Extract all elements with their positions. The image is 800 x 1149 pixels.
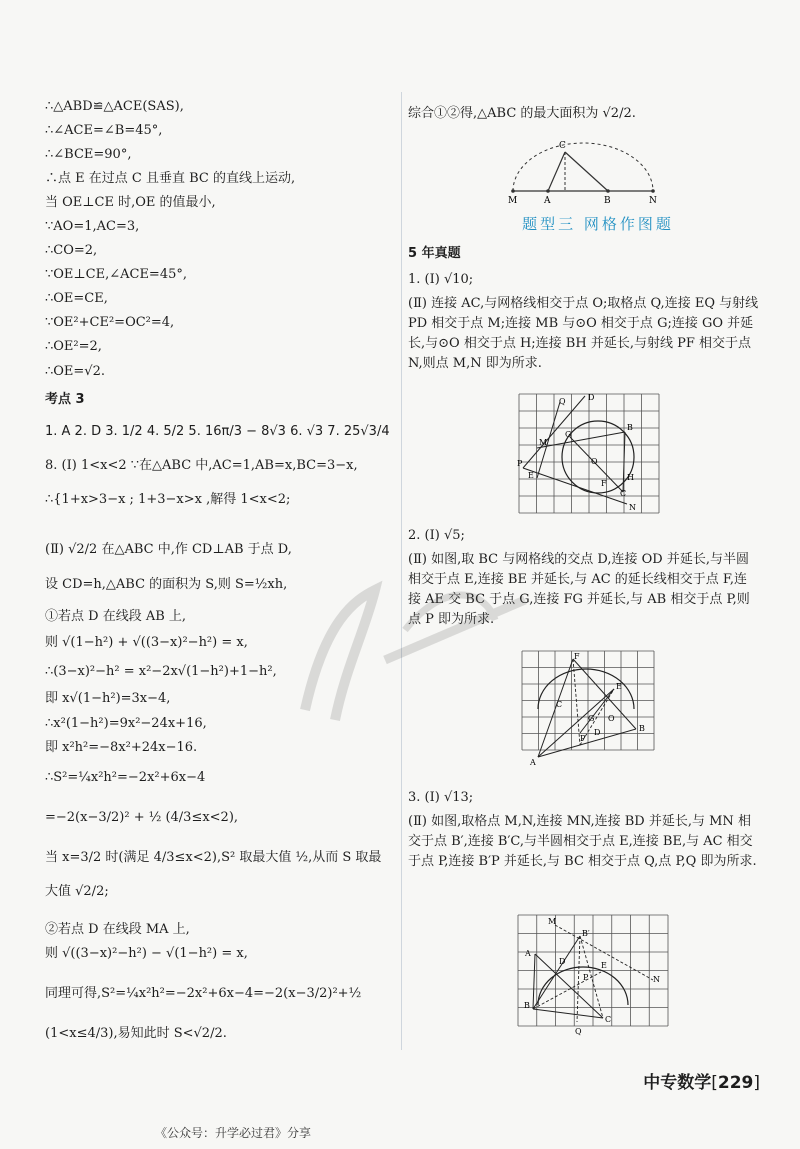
page-number: 229 (717, 1073, 754, 1093)
fig-label: O (608, 714, 615, 723)
q8-line: ∴{1+x>3−x ; 1+3−x>x ,解得 1<x<2; (45, 492, 291, 507)
kaodian-heading: 考点 3 (45, 392, 85, 407)
q8-line: ②若点 D 在线段 MA 上, (45, 922, 190, 937)
q3-solution: (Ⅱ) 如图,取格点 M,N,连接 MN,连接 BD 并延长,与 MN 相交于点 B′,连接 B′C,与半圆相交于点 E,连接 BE,与 AC 相交于点 P,连接 B′P 并延长,与 BC 相交于点 Q,点 P,Q 即为所求. (408, 814, 757, 869)
fig-label: C (559, 141, 566, 151)
column-divider (401, 92, 402, 1050)
fig-label: N (653, 975, 660, 984)
proof-line: ∵AO=1,AC=3, (45, 219, 140, 234)
grid-figure-3 (513, 910, 673, 1045)
q8-line: ∴(3−x)²−h² = x²−2x√(1−h²)+1−h², (45, 664, 277, 679)
summary-line: 综合①②得,△ABC 的最大面积为 √2/2. (408, 106, 636, 121)
proof-line: ∴△ABD≌△ACE(SAS), (45, 99, 184, 114)
fig-label: N (629, 503, 636, 512)
q8-line: =−2(x−3/2)² + ½ (4/3≤x<2), (45, 810, 239, 825)
q2-answer: 2. (Ⅰ) √5; (408, 528, 465, 543)
grid-figure-1 (515, 392, 663, 517)
book-title: 中专数学 (643, 1073, 712, 1093)
share-note: 《公众号：升学必过君》分享 (155, 1126, 312, 1140)
fig-label: P (580, 734, 586, 743)
proof-line: ∴点 E 在过点 C 且垂直 BC 的直线上运动, (45, 171, 296, 186)
q8-line: 8. (Ⅰ) 1<x<2 ∵在△ABC 中,AC=1,AB=x,BC=3−x, (45, 458, 358, 473)
fig-label: Q (575, 1027, 582, 1036)
fig-label: D (588, 393, 595, 402)
proof-line: ∵OE⊥CE,∠ACE=45°, (45, 267, 187, 282)
proof-line: ∴OE=CE, (45, 291, 108, 306)
fig-label: B (627, 423, 633, 432)
fig-label: C (556, 700, 563, 709)
q8-line: 则 √(1−h²) + √((3−x)²−h²) = x, (45, 635, 248, 650)
proof-line: ∴∠BCE=90°, (45, 147, 132, 162)
fig-label: D (559, 957, 566, 966)
proof-line: ∴OE²=2, (45, 339, 102, 354)
fig-label: G (588, 714, 595, 723)
q8-line: (1<x≤4/3),易知此时 S<√2/2. (45, 1026, 227, 1041)
q8-line: ①若点 D 在线段 AB 上, (45, 609, 187, 624)
q1-answer: 1. (Ⅰ) √10; (408, 272, 474, 287)
q8-line: 设 CD=h,△ABC 的面积为 S,则 S=½xh, (45, 577, 288, 592)
q8-line: ∴x²(1−h²)=9x²−24x+16, (45, 716, 207, 731)
q2-solution: (Ⅱ) 如图,取 BC 与网格线的交点 D,连接 OD 并延长,与半圆相交于点 E,连接 BE 并延长,与 AC 的延长线相交于点 F,连接 AE 交 BC 于点 G,连接 FG 并延长,与 AB 相交于点 P,则点 P 即为所求. (408, 552, 750, 627)
proof-line: ∴∠ACE=∠B=45°, (45, 123, 163, 138)
fig-label: M (539, 438, 548, 447)
q1-solution: (Ⅱ) 连接 AC,与网格线相交于点 O;取格点 Q,连接 EQ 与射线 PD 相交于点 M;连接 MB 与⊙O 相交于点 G;连接 GO 并延长,与⊙O 相交于点 H;连接 BH 并延长,与射线 PF 相交于点 N,则点 M,N 即为所求. (408, 296, 759, 371)
proof-line: ∴CO=2, (45, 243, 98, 258)
q8-line: 当 x=3/2 时(满足 4/3≤x<2),S² 取最大值 ½,从而 S 取最 (45, 850, 382, 865)
fig-label: F (601, 479, 607, 488)
fig-label: C (605, 1015, 612, 1024)
grid-figure-2 (518, 649, 658, 769)
fig-label: Q (559, 397, 566, 406)
fig-label: A (530, 758, 536, 767)
q8-line: 同理可得,S²=¼x²h²=−2x²+6x−4=−2(x−3/2)²+½ (45, 986, 362, 1001)
answers-line: 1. A 2. D 3. 1/2 4. 5/2 5. 16π/3 − 8√3 6. √3 7. 25√3/4 (45, 424, 390, 439)
fig-label: E (616, 682, 622, 691)
fig-label: H (627, 473, 634, 482)
semicircle-figure (503, 136, 673, 206)
proof-line: ∵OE²+CE²=OC²=4, (45, 315, 175, 330)
fig-label: G (565, 430, 572, 439)
fig-label: A (544, 196, 551, 206)
q8-line: (Ⅱ) √2/2 在△ABC 中,作 CD⊥AB 于点 D, (45, 542, 292, 557)
q8-line: 大值 √2/2; (45, 884, 109, 899)
q8-line: 则 √((3−x)²−h²) − √(1−h²) = x, (45, 946, 248, 961)
fig-label: M (508, 196, 518, 206)
q8-line: ∴S²=¼x²h²=−2x²+6x−4 (45, 770, 206, 785)
section-title: 题型三 网格作图题 (522, 215, 674, 233)
fig-label: P (517, 459, 523, 468)
fig-label: A (525, 949, 531, 958)
q8-line: 即 x√(1−h²)=3x−4, (45, 691, 171, 706)
fig-label: B′ (582, 929, 590, 938)
fig-label: P (583, 973, 589, 982)
fig-label: D (594, 728, 601, 737)
fig-label: C (620, 489, 627, 498)
q3-answer: 3. (Ⅰ) √13; (408, 790, 474, 805)
q8-line: 即 x²h²=−8x²+24x−16. (45, 740, 198, 755)
fig-label: O (591, 457, 598, 466)
proof-line: ∴OE=√2. (45, 364, 105, 379)
fig-label: F (574, 652, 580, 661)
five-year-heading: 5 年真题 (408, 246, 461, 261)
proof-line: 当 OE⊥CE 时,OE 的值最小, (45, 195, 216, 210)
fig-label: M (548, 917, 557, 926)
fig-label: E (601, 961, 607, 970)
fig-label: B (639, 724, 645, 733)
fig-label: N (649, 196, 657, 206)
fig-label: B (524, 1001, 530, 1010)
fig-label: B (604, 196, 611, 206)
fig-label: E (528, 471, 534, 480)
footer-title: 中专数学[229] (643, 1073, 760, 1093)
